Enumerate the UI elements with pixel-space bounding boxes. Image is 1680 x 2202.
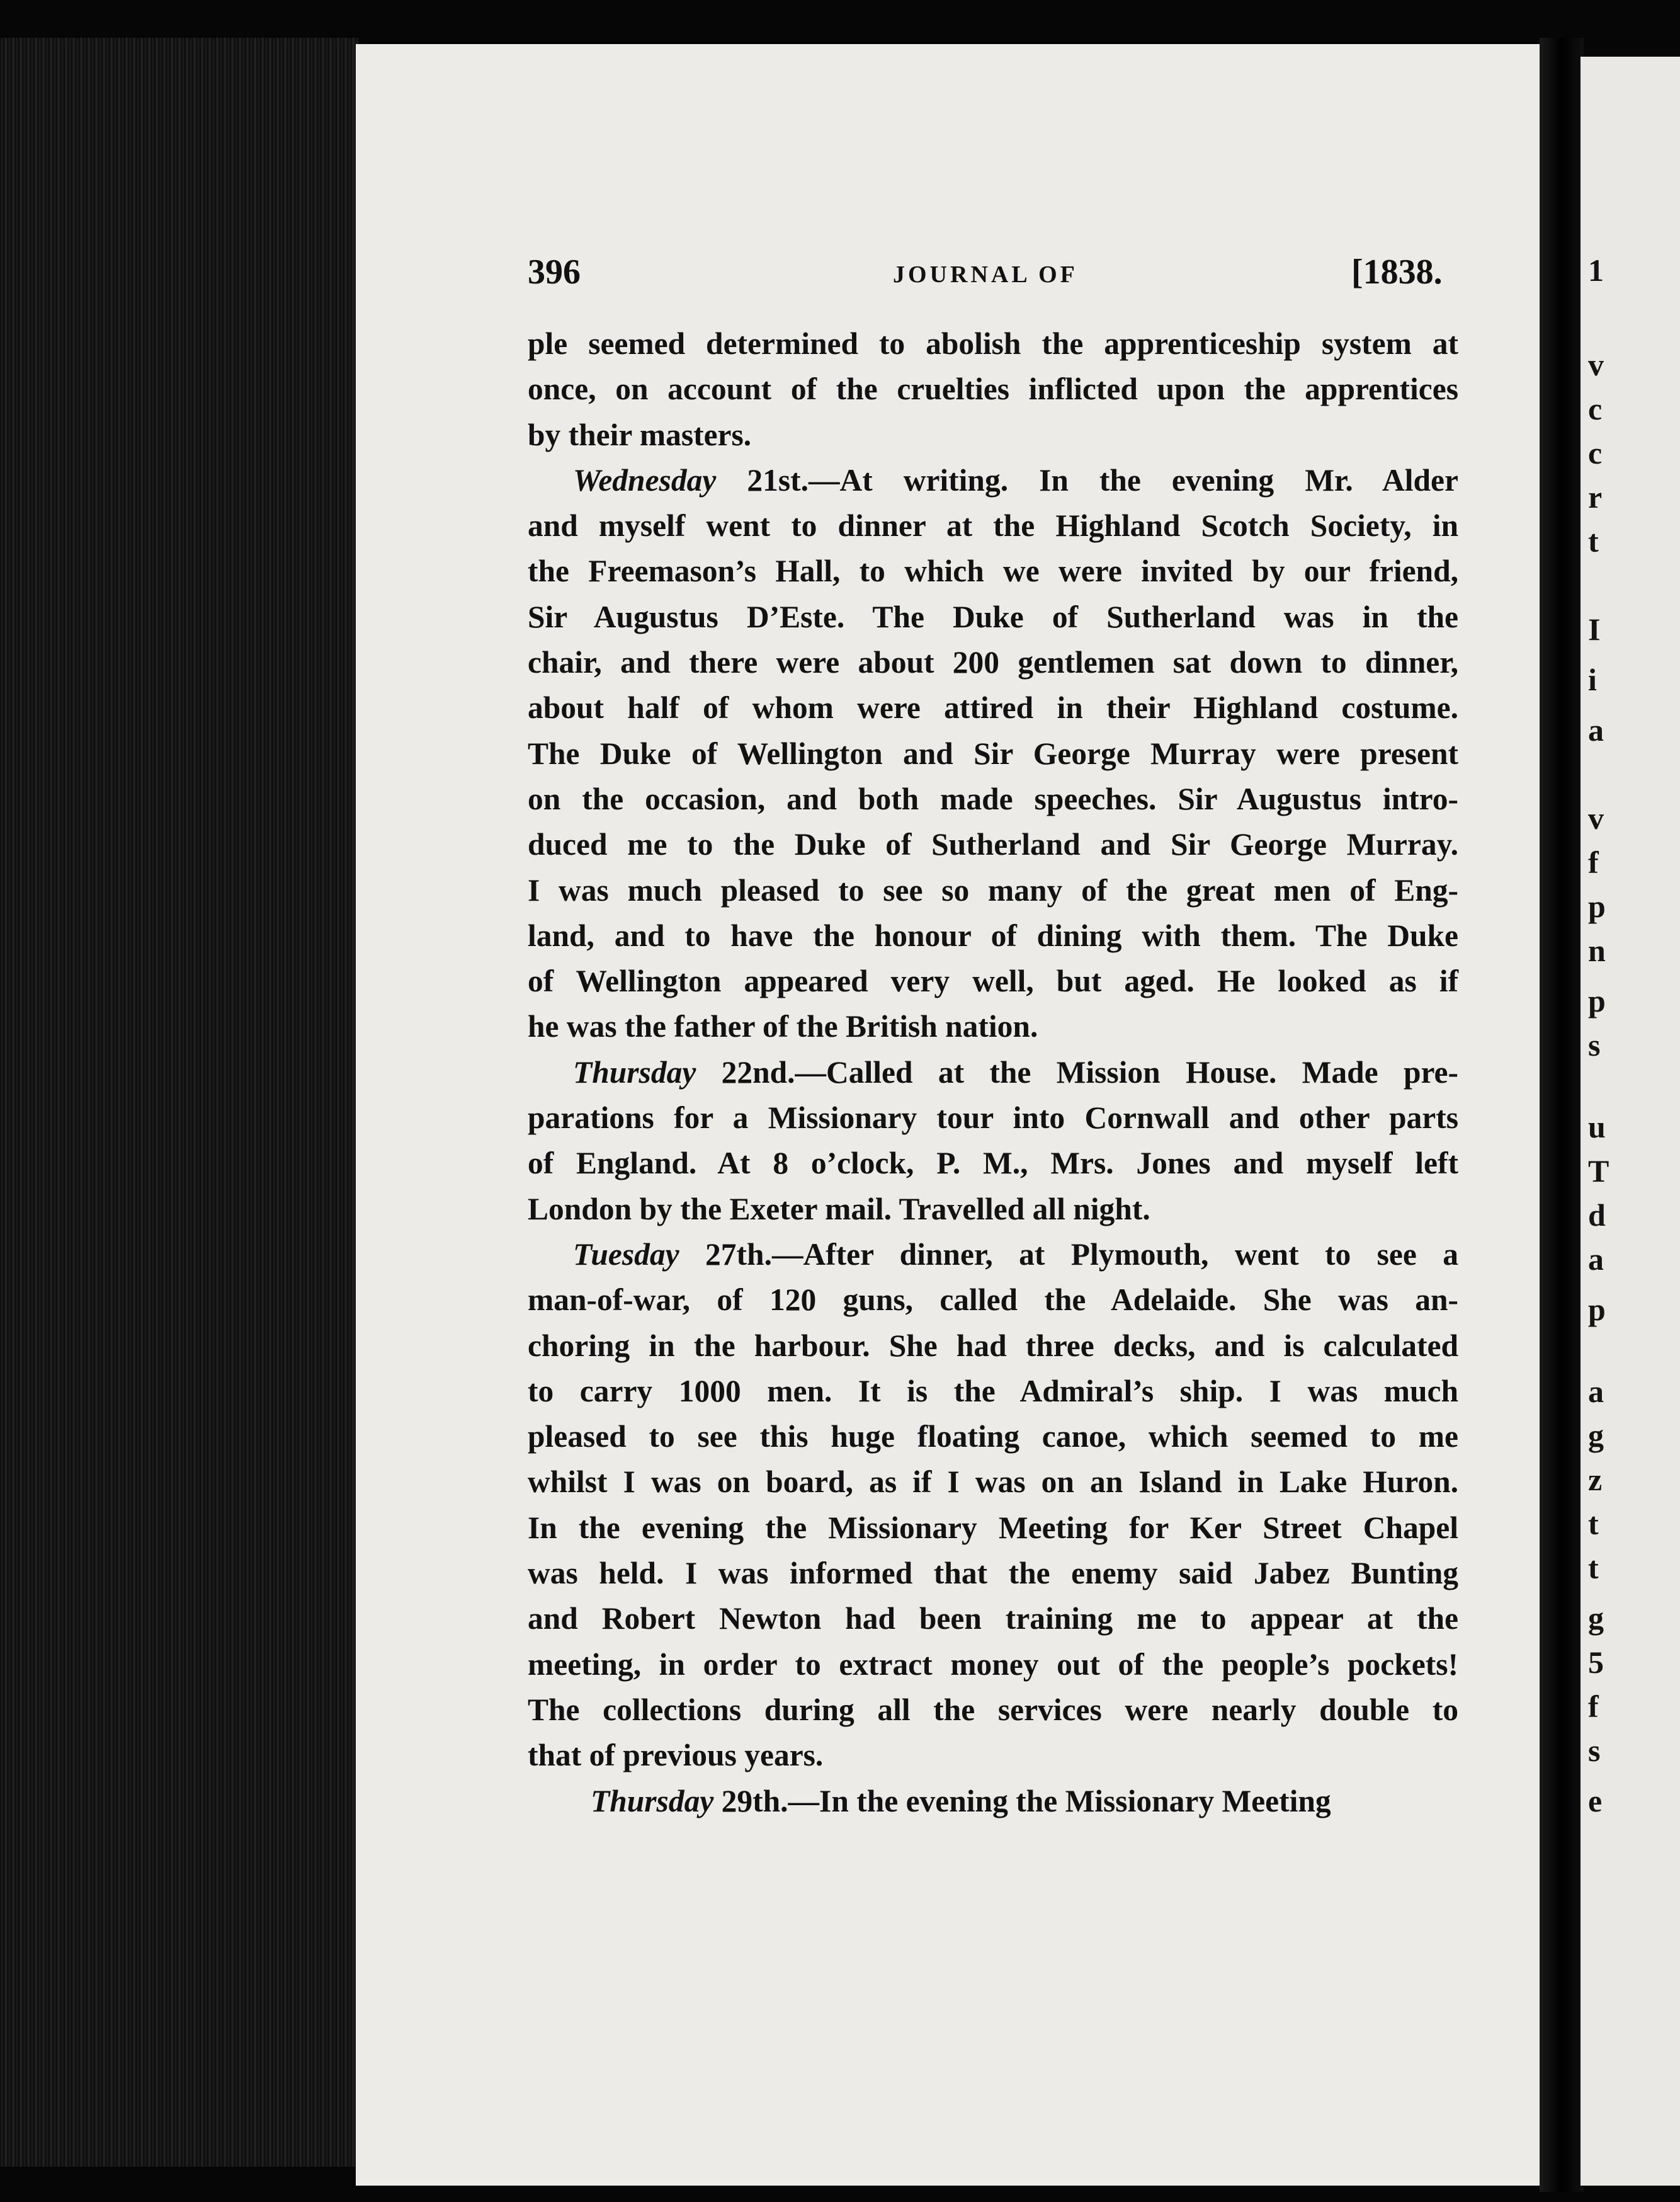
entry-day: Thursday [573,1054,696,1090]
text-line: whilst I was on board, as if I was on an Island in Lake Huron. [528,1464,1458,1500]
page-header [528,252,1472,302]
entry-wednesday-21 [528,458,1458,1005]
adjacent-page-letter: i [1588,662,1597,697]
entry-thursday-22 [528,1050,1458,1187]
adjacent-page-letter: v [1588,347,1604,382]
text-line: Sir Augustus D’Este. The Duke of Sutherland was in the [528,599,1458,634]
text-line: of England. At 8 o’clock, P. M., Mrs. Jones and myself left [528,1146,1458,1181]
adjacent-page-edge [1581,57,1680,2186]
text-line: that of previous years. [528,1738,824,1773]
text-line: ple seemed determined to abolish the apprenticeship system at [528,326,1458,361]
adjacent-page-letter: g [1588,1418,1604,1453]
text-line: he was the father of the British nation. [528,1009,1038,1044]
adjacent-page-letter: I [1588,612,1601,647]
text-line: 21st.—At writing. In the evening Mr. Alder [716,462,1458,498]
adjacent-page-letter: s [1588,1733,1601,1768]
entry-day: Thursday [591,1783,714,1818]
text-line: meeting, in order to extract money out of the people’s pockets! [528,1646,1458,1682]
adjacent-page-letter: d [1588,1197,1606,1233]
journal-text [528,321,1458,1824]
adjacent-page-letter: a [1588,712,1604,748]
adjacent-page-letter: v [1588,801,1604,836]
adjacent-page-letter: t [1588,1506,1599,1541]
adjacent-page-letter: f [1588,1689,1599,1724]
entry-tuesday-27 [528,1232,1458,1733]
text-line: 29th.—In the evening the Missionary Meeting [713,1783,1331,1818]
text-line: pleased to see this huge floating canoe, which seemed to me [528,1419,1458,1454]
entry-day: Wednesday [573,462,717,498]
text-line: I was much pleased to see so many of the great men of Eng- [528,872,1458,908]
text-paragraph [528,1187,1458,1232]
text-paragraph [528,413,1458,458]
adjacent-page-letter: p [1588,889,1606,924]
text-line: 22nd.—Called at the Mission House. Made pre- [696,1054,1458,1090]
text-line: about half of whom were attired in their Highland costume. [528,690,1458,726]
text-line: the Freemason’s Hall, to which we were invited by our friend, [528,554,1458,589]
text-line: of Wellington appeared very well, but aged. He looked as if [528,964,1458,999]
adjacent-page-letter: s [1588,1027,1601,1063]
adjacent-page-letter: r [1588,479,1603,515]
entry-day: Tuesday [573,1236,679,1272]
adjacent-page-letter: p [1588,1292,1606,1327]
adjacent-page-letter: a [1588,1374,1604,1409]
adjacent-page-letter: g [1588,1600,1604,1636]
text-line: man-of-war, of 120 guns, called the Adelaide. She was an- [528,1282,1458,1318]
adjacent-page-letter: n [1588,933,1606,968]
adjacent-page-letter: u [1588,1109,1606,1144]
text-line: duced me to the Duke of Sutherland and Sir George Murray. [528,827,1458,862]
text-line: once, on account of the cruelties inflicted upon the apprentices [528,372,1458,407]
text-line: In the evening the Missionary Meeting for Ker Street Chapel [528,1510,1458,1545]
header-year: [1838. [1351,253,1443,292]
text-line: to carry 1000 men. It is the Admiral’s ship. I was much [528,1373,1458,1408]
text-paragraph [528,321,1458,413]
text-paragraph [528,1004,1458,1049]
text-line: and Robert Newton had been training me to appear at the [528,1601,1458,1636]
text-line: 27th.—After dinner, at Plymouth, went to see a [679,1236,1458,1272]
entry-thursday-29 [528,1779,1458,1824]
text-paragraph [528,1733,1458,1778]
text-line: was held. I was informed that the enemy said Jabez Bunting [528,1556,1458,1591]
text-line: on the occasion, and both made speeches. Sir Augustus intro- [528,781,1458,816]
adjacent-page-letter: c [1588,391,1603,426]
adjacent-page-letter: a [1588,1241,1604,1277]
text-line: and myself went to dinner at the Highland Scotch Society, in [528,508,1458,544]
text-line: The Duke of Wellington and Sir George Murray were present [528,736,1458,771]
text-line: London by the Exeter mail. Travelled all night. [528,1191,1150,1226]
text-line: choring in the harbour. She had three decks, and is calculated [528,1328,1458,1363]
text-line: land, and to have the honour of dining with them. The Duke [528,918,1458,953]
adjacent-page-letter: c [1588,435,1603,471]
adjacent-page-letter: T [1588,1153,1609,1189]
adjacent-page-letter: t [1588,1550,1599,1585]
adjacent-page-letter: z [1588,1462,1603,1497]
adjacent-page-letter: t [1588,523,1599,559]
book-page-edges [0,38,359,2167]
text-line: parations for a Missionary tour into Cornwall and other parts [528,1100,1458,1136]
adjacent-page-letter: 5 [1588,1645,1604,1680]
page-number: 396 [528,253,581,292]
adjacent-page-letter: e [1588,1783,1603,1818]
adjacent-page-letter: p [1588,983,1606,1018]
adjacent-page-letter: 1 [1588,253,1604,288]
running-head: JOURNAL OF [893,261,1078,288]
text-line: The collections during all the services were nearly double to [528,1692,1458,1727]
book-gutter [1540,38,1584,2192]
adjacent-page-letter: f [1588,845,1599,880]
text-line: chair, and there were about 200 gentlemen sat down to dinner, [528,645,1458,680]
text-line: by their masters. [528,417,752,452]
